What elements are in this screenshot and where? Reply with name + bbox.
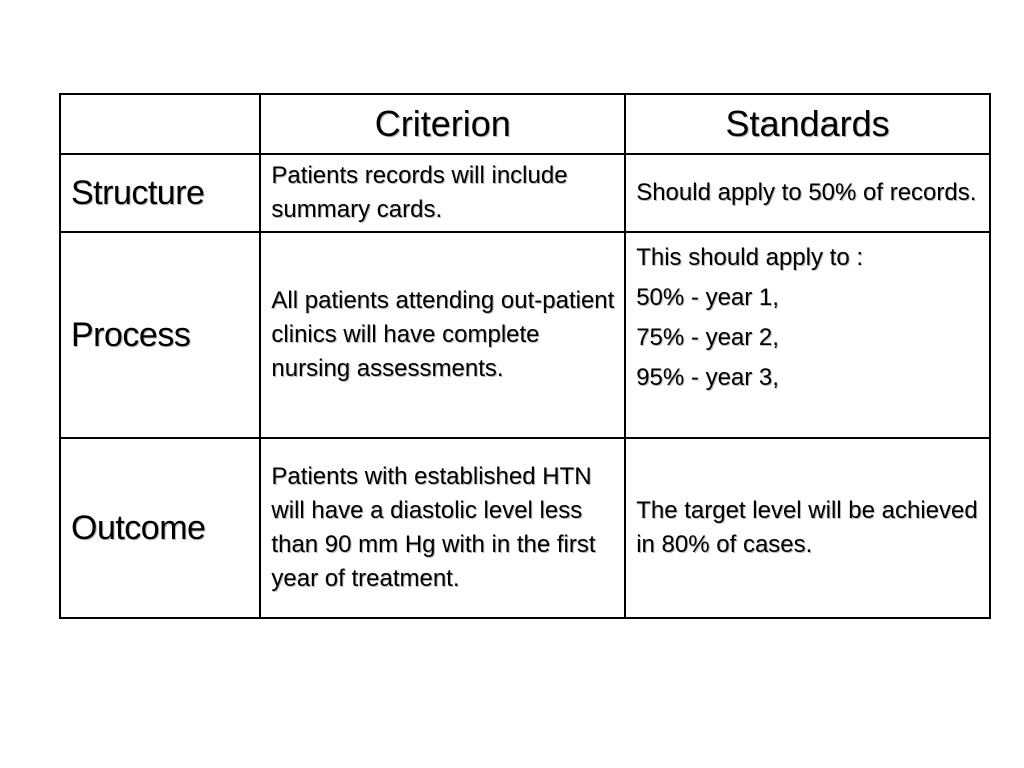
standard-structure: Should apply to 50% of records.: [625, 154, 990, 232]
criterion-outcome: Patients with established HTN will have a diastolic level less than 90 mm Hg with in the first year of treatment.: [260, 438, 625, 618]
table-row-outcome: [60, 438, 990, 618]
standard-process: [625, 232, 990, 438]
criteria-standards-table: [59, 93, 991, 619]
row-label-structure: Structure: [60, 154, 260, 232]
table-header-row: [60, 94, 990, 154]
standard-outcome: The target level will be achieved in 80% of cases.: [625, 438, 990, 618]
header-standards: Standards: [625, 94, 990, 154]
standard-process-line: 75% - year 2,: [636, 324, 779, 351]
row-label-outcome: Outcome: [60, 438, 260, 618]
header-empty-cell: [60, 94, 260, 154]
standard-process-line: This should apply to :: [636, 244, 863, 271]
criterion-process: All patients attending out-patient clinics will have complete nursing assessments.: [260, 232, 625, 438]
row-label-process: Process: [60, 232, 260, 438]
standard-process-line: 50% - year 1,: [636, 284, 779, 311]
header-criterion: Criterion: [260, 94, 625, 154]
table-row-structure: [60, 154, 990, 232]
table-row-process: [60, 232, 990, 438]
standard-process-line: 95% - year 3,: [636, 364, 779, 391]
criterion-structure: Patients records will include summary cards.: [260, 154, 625, 232]
